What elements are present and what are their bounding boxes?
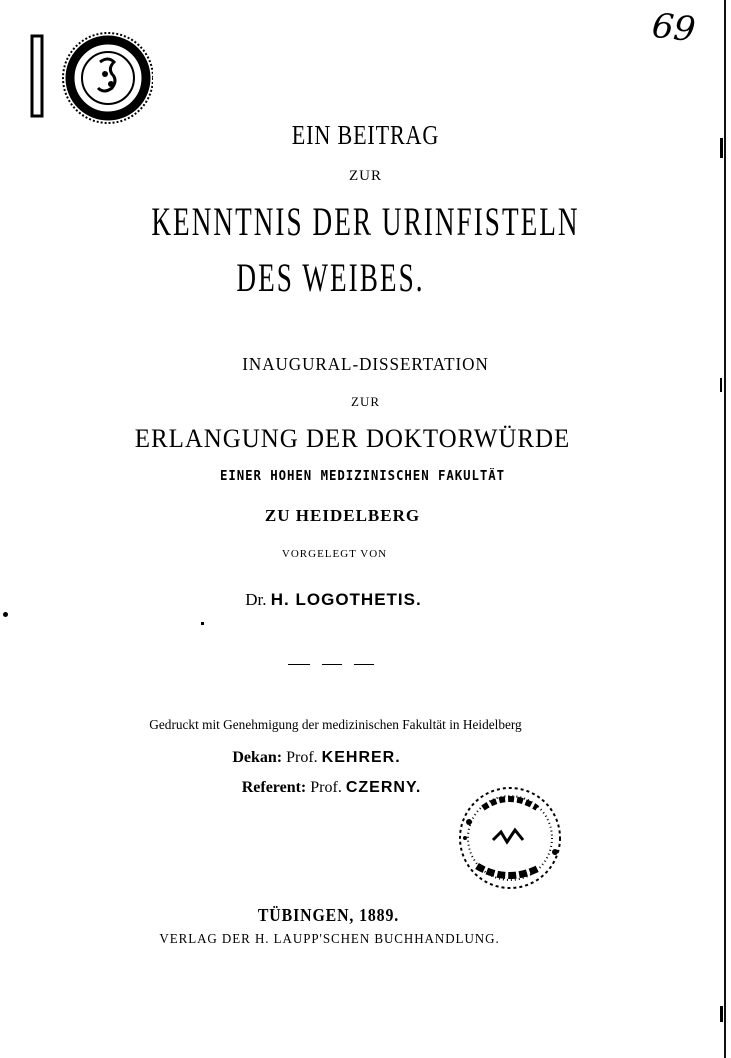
author-line bbox=[0, 590, 699, 610]
title-line-1: EIN BEITRAG bbox=[291, 120, 440, 150]
author-prefix: Dr. bbox=[245, 590, 267, 609]
title-line-4: DES WEIBES. bbox=[236, 255, 425, 300]
printing-approval: Gedruckt mit Genehmigung der medizinischen Fakultät in Heidelberg bbox=[149, 718, 522, 733]
library-stamp-top-left bbox=[28, 14, 153, 132]
dissertation-zur: ZUR bbox=[351, 394, 380, 409]
dean-name: KEHRER. bbox=[321, 749, 401, 766]
title-line-3: KENNTNIS DER URINFISTELN bbox=[151, 199, 580, 244]
page-edge-mark bbox=[720, 378, 722, 392]
separator-dash bbox=[288, 664, 310, 665]
page-edge-line bbox=[724, 0, 726, 1058]
university-line: ZU HEIDELBERG bbox=[264, 506, 421, 525]
page-edge-mark bbox=[201, 622, 204, 625]
author-name: H. LOGOTHETIS. bbox=[270, 590, 422, 609]
imprint-publisher: VERLAG DER H. LAUPP'SCHEN BUCHHANDLUNG. bbox=[159, 932, 500, 947]
library-stamp-lower-right bbox=[455, 782, 565, 894]
dean-label: Dekan: bbox=[232, 749, 283, 766]
dissertation-purpose: ERLANGUNG DER DOKTORWÜRDE bbox=[134, 424, 571, 453]
dean-line bbox=[0, 749, 682, 767]
separator-dash bbox=[354, 664, 374, 665]
referee-label: Referent: bbox=[241, 779, 307, 796]
separator-dash bbox=[322, 664, 342, 665]
referee-title: Prof. bbox=[310, 779, 342, 796]
presented-by-line: VORGELEGT VON bbox=[281, 548, 388, 560]
imprint-place-date: TÜBINGEN, 1889. bbox=[257, 905, 400, 925]
page-edge-mark bbox=[720, 138, 723, 158]
referee-line bbox=[0, 779, 697, 797]
page-edge-mark bbox=[720, 1006, 723, 1022]
dissertation-heading: INAUGURAL-DISSERTATION bbox=[242, 354, 489, 374]
faculty-line: EINER HOHEN MEDIZINISCHEN FAKULTÄT bbox=[219, 469, 506, 484]
page-edge-mark bbox=[3, 612, 8, 617]
dean-title: Prof. bbox=[286, 749, 318, 766]
title-line-2: ZUR bbox=[349, 168, 382, 184]
referee-name: CZERNY. bbox=[345, 779, 422, 796]
handwritten-page-number: 69 bbox=[650, 5, 698, 51]
